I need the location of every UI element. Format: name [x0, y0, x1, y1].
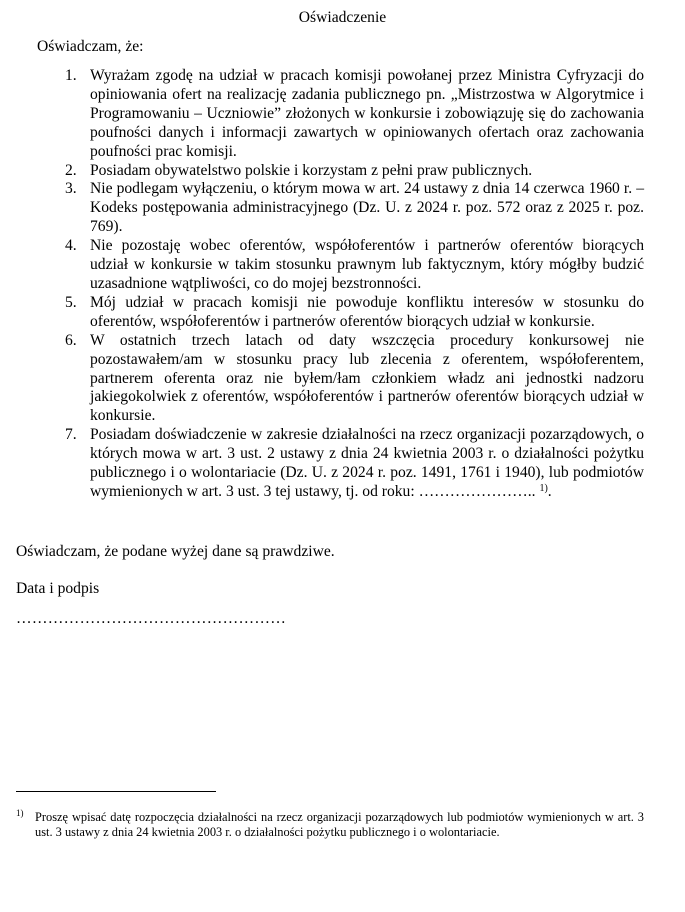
- item-text: Nie pozostaję wobec oferentów, współoferentów i partnerów oferentów biorących udział w konkursie w takim stosunku prawnym lub faktycznym, który mógłby budzić uzasadnione wątpliwości, co do mojej bezstronności.: [90, 237, 644, 292]
- item-number: 6.: [65, 331, 77, 349]
- declaration-list: [65, 67, 644, 502]
- item-text: Wyrażam zgodę na udział w pracach komisji powołanej przez Ministra Cyfryzacji do opiniowania ofert na realizację zadania publicznego pn. „Mistrzostwa w Algorytmice i Programowaniu – Uczniowie” złożonych w konkursie i zobowiązuję się do zachowania poufności danych i informacji zawartych w opiniowanych ofertach oraz zachowania poufności prac komisji.: [90, 67, 644, 160]
- item-number: 7.: [65, 426, 77, 444]
- list-item: [65, 67, 644, 162]
- item-text: Posiadam obywatelstwo polskie i korzystam z pełni praw publicznych.: [90, 161, 533, 179]
- list-item: [65, 180, 644, 237]
- list-item: [65, 294, 644, 332]
- list-item: [65, 162, 644, 181]
- item-number: 5.: [65, 293, 77, 311]
- item-number: 3.: [65, 180, 77, 198]
- item-number: 1.: [65, 67, 77, 84]
- footnote-divider: [16, 791, 216, 792]
- item-text: Mój udział w pracach komisji nie powoduje konfliktu interesów w stosunku do oferentów, współoferentów i partnerów oferentów biorących udział w konkursie.: [90, 293, 644, 330]
- footnote-reference[interactable]: 1): [539, 482, 548, 494]
- truth-statement: Oświadczam, że podane wyżej dane są prawdziwe.: [16, 543, 335, 560]
- footnote-text: Proszę wpisać datę rozpoczęcia działalności na rzecz organizacji pozarządowych lub podmiotów wymienionych w art. 3 ust. 3 ustawy z dnia 24 kwietnia 2003 r. o działalności pożytku publicznego i o wolontariacie.: [35, 810, 644, 840]
- page-title: Oświadczenie: [298, 9, 387, 26]
- list-item: [65, 426, 644, 502]
- item-text: W ostatnich trzech latach od daty wszczęcia procedury konkursowej nie pozostawałem/am w stosunku pracy lub zlecenia z oferentem, współoferentem, partnerem oferenta oraz nie byłem/łam członkiem władz ani jednostki nadzoru jakiegokolwiek z oferentów, współoferentów i partnerów oferentów biorących udział w konkursie.: [90, 331, 644, 425]
- signature-label: Data i podpis: [16, 580, 100, 597]
- signature-line: ……………………………………………: [16, 610, 287, 627]
- list-item: [65, 237, 644, 294]
- item-number: 4.: [65, 237, 77, 255]
- footnote: [16, 810, 644, 841]
- item-text: Nie podlegam wyłączeniu, o którym mowa w art. 24 ustawy z dnia 14 czerwca 1960 r. – Kodeks postępowania administracyjnego (Dz. U. z 2024 r. poz. 572 oraz z 2025 r. poz. 769).: [90, 180, 644, 236]
- footnote-mark: 1): [16, 808, 24, 818]
- item-text: Posiadam doświadczenie w zakresie działalności na rzecz organizacji pozarządowych, o których mowa w art. 3 ust. 2 ustawy z dnia 24 kwietnia 2003 r. o działalności pożytku publicznego i o wolontariacie (Dz. U. z 2024 r. poz. 1491, 1761 i 1940), lub podmiotów wymienionych w art. 3 ust. 3 tej ustawy, tj. od roku: …………………..: [90, 426, 644, 500]
- intro-text: Oświadczam, że:: [37, 38, 144, 55]
- item-text-end: .: [547, 482, 552, 500]
- list-item: [65, 332, 644, 427]
- item-number: 2.: [65, 161, 77, 179]
